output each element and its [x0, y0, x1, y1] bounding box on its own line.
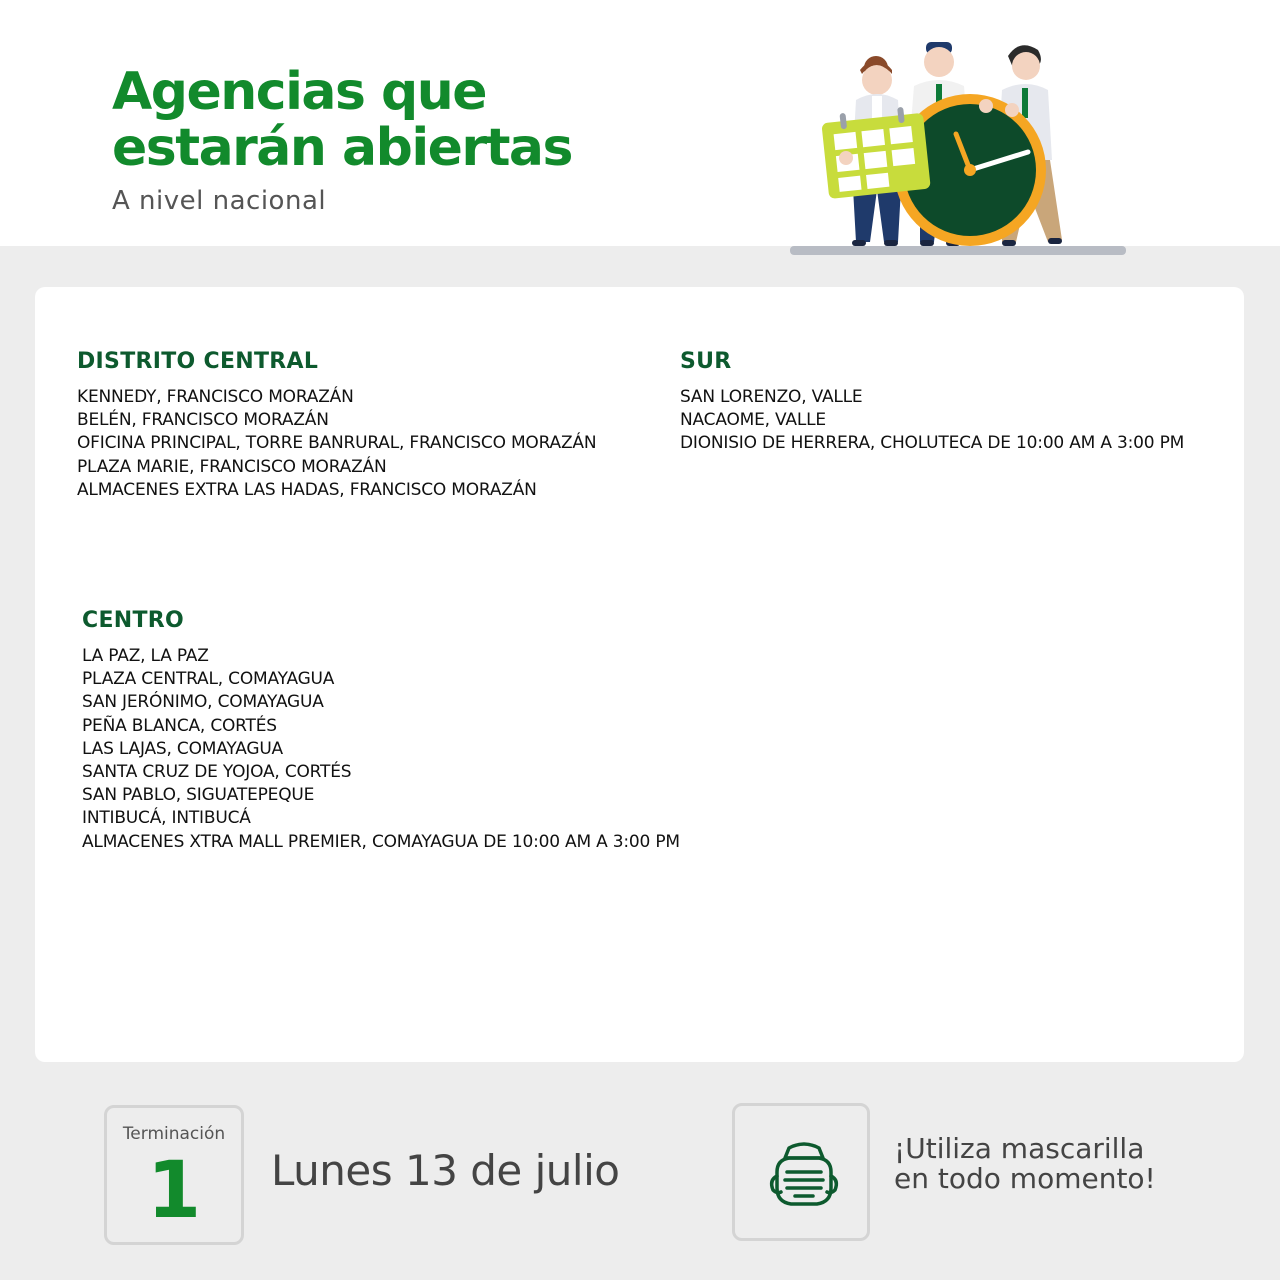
staff-with-calendar-and-clock-illustration: [780, 30, 1140, 270]
mask-box: [732, 1103, 870, 1241]
agency-list: [82, 645, 680, 854]
page-title: [112, 64, 672, 176]
termination-digit: 1: [146, 1146, 202, 1236]
list-item: KENNEDY, FRANCISCO MORAZÁN: [77, 387, 354, 407]
list-item: PLAZA CENTRAL, COMAYAGUA: [82, 669, 335, 690]
list-item: SAN PABLO, SIGUATEPEQUE: [82, 785, 315, 806]
termination-label: Terminación: [122, 1124, 226, 1144]
list-item: PLAZA MARIE, FRANCISCO MORAZÁN: [77, 456, 387, 477]
title-line-2: estarán abiertas: [112, 118, 572, 178]
agency-list: [680, 386, 1184, 456]
list-item: DIONISIO DE HERRERA, CHOLUTECA DE 10:00 AM A 3:00 PM: [680, 433, 1185, 454]
header-band: [0, 0, 1280, 246]
mask-reminder-line-1: ¡Utiliza mascarilla: [894, 1132, 1145, 1165]
list-item: SAN LORENZO, VALLE: [680, 387, 863, 407]
mask-reminder: [894, 1134, 1156, 1194]
region-title: DISTRITO CENTRAL: [77, 349, 319, 374]
list-item: LAS LAJAS, COMAYAGUA: [82, 738, 283, 759]
list-item: OFICINA PRINCIPAL, TORRE BANRURAL, FRANCISCO MORAZÁN: [77, 433, 597, 454]
face-mask-icon: [765, 1136, 843, 1214]
list-item: NACAOME, VALLE: [680, 410, 826, 431]
list-item: SAN JERÓNIMO, COMAYAGUA: [82, 692, 324, 713]
list-item: INTIBUCÁ, INTIBUCÁ: [82, 808, 251, 829]
list-item: BELÉN, FRANCISCO MORAZÁN: [77, 410, 329, 431]
list-item: ALMACENES XTRA MALL PREMIER, COMAYAGUA DE 10:00 AM A 3:00 PM: [82, 831, 680, 852]
page-subtitle: A nivel nacional: [112, 186, 327, 216]
list-item: LA PAZ, LA PAZ: [82, 646, 209, 666]
list-item: SANTA CRUZ DE YOJOA, CORTÉS: [82, 762, 352, 783]
agencies-card: [35, 287, 1244, 1062]
region-distrito-central: [77, 349, 596, 502]
schedule-date: Lunes 13 de julio: [271, 1146, 620, 1195]
region-title: CENTRO: [82, 608, 185, 633]
agency-list: [77, 386, 596, 502]
termination-box: [104, 1105, 244, 1245]
mask-reminder-line-2: en todo momento!: [894, 1162, 1156, 1195]
list-item: ALMACENES EXTRA LAS HADAS, FRANCISCO MORAZÁN: [77, 479, 537, 500]
region-title: SUR: [680, 349, 732, 374]
region-sur: [680, 349, 1184, 456]
list-item: PEÑA BLANCA, CORTÉS: [82, 715, 277, 736]
region-centro: [82, 608, 680, 854]
title-line-1: Agencias que: [112, 62, 487, 122]
